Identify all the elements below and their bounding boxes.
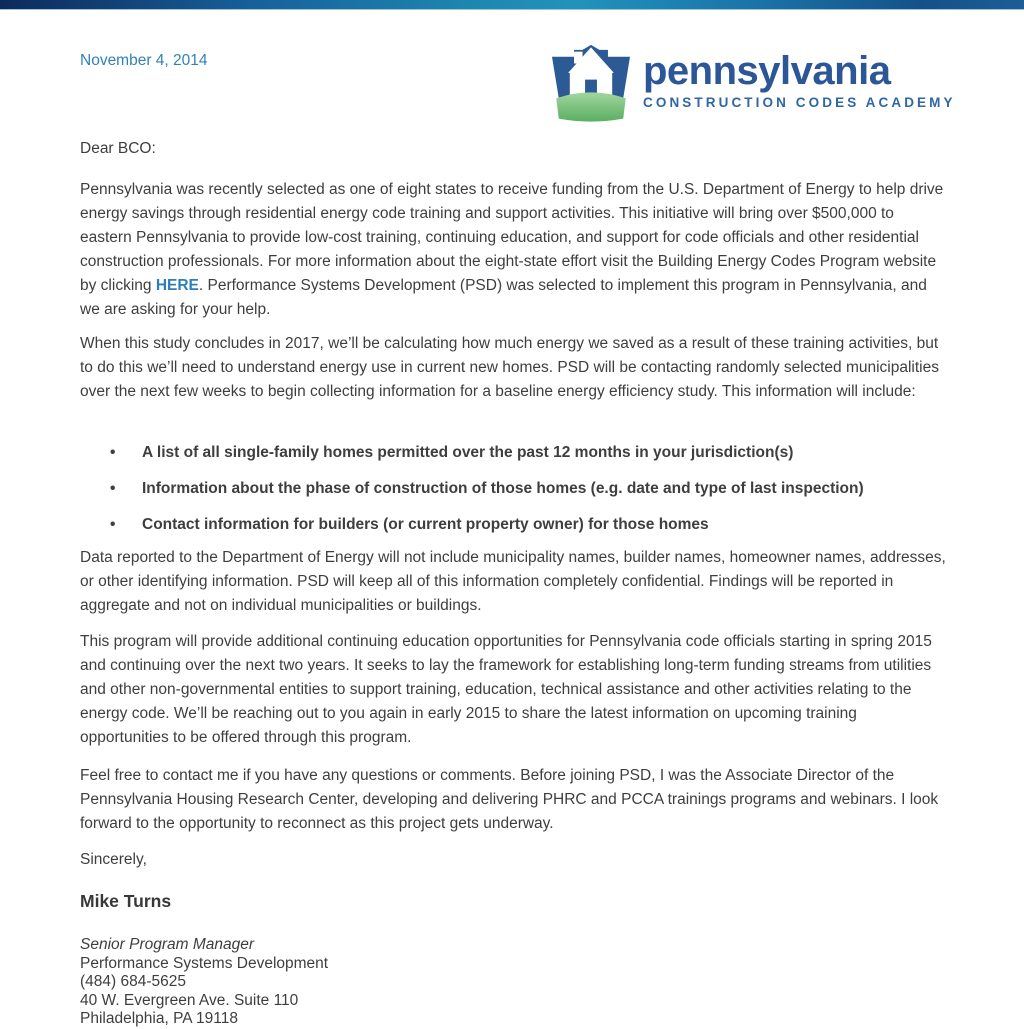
paragraph-funding-tail: . Performance Systems Development (PSD) was selected to implement this program in Pennsylvania, and we are asking for your help. xyxy=(80,277,927,318)
information-bullet-list xyxy=(80,441,946,549)
logo-tagline: CONSTRUCTION CODES ACADEMY xyxy=(643,95,956,110)
paragraph-confidentiality: Data reported to the Department of Energy will not include municipality names, builder names, homeowner names, addresses, or other identifying information. PSD will keep all of this information completely confidential. Findings will be reported in aggregate and not on individual municipalities or buildings. xyxy=(80,549,946,614)
letter-date: November 4, 2014 xyxy=(80,52,208,69)
logo-text xyxy=(643,44,956,110)
signature-title: Senior Program Manager xyxy=(80,936,255,953)
paragraph-program: This program will provide additional continuing education opportunities for Pennsylvania code officials starting in spring 2015 and continuing over the next two years. It seeks to lay the framework for establishing long-term funding streams from utilities and other non-governmental entities to support training, education, technical assistance and other activities relating to the energy code. We’ll be reaching out to you again in early 2015 to share the latest information on upcoming training opportunities to be offered through this program. xyxy=(80,633,932,746)
top-banner xyxy=(0,0,1024,10)
signature-address-line2: Philadelphia, PA 19118 xyxy=(80,1010,238,1028)
keystone-house-icon xyxy=(548,44,634,122)
bullet-contact-info: • Contact information for builders (or current property owner) for those homes xyxy=(80,513,946,537)
paragraph-funding xyxy=(80,178,946,322)
signature-address-line1: 40 W. Evergreen Ave. Suite 110 xyxy=(80,991,299,1009)
paragraph-funding-text: Pennsylvania was recently selected as one of eight states to receive funding from the U.S. Department of Energy to help drive energy savings through residential energy code training and support activities. This initiative will bring over $500,000 to eastern Pennsylvania to provide low-cost training, continuing education, and support for code officials and other residential construction professionals. For more information about the eight-state effort visit the Building Energy Codes Program website by clicking xyxy=(80,181,944,294)
pcca-logo xyxy=(548,44,956,122)
closing: Sincerely, xyxy=(80,851,147,868)
bullet-homes-list: • A list of all single-family homes permitted over the past 12 months in your jurisdiction(s) xyxy=(80,441,946,465)
paragraph-contact: Feel free to contact me if you have any questions or comments. Before joining PSD, I was the Associate Director of the Pennsylvania Housing Research Center, developing and delivering PHRC and PCCA trainings programs and webinars. I look forward to the opportunity to reconnect as this project gets underway. xyxy=(80,767,939,832)
signature-company: Performance Systems Development xyxy=(80,954,329,972)
signature-block xyxy=(80,936,680,1029)
paragraph-study: When this study concludes in 2017, we’ll be calculating how much energy we saved as a result of these training activities, but to do this we’ll need to understand energy use in current new homes. PSD will be contacting randomly selected municipalities over the next few weeks to begin collecting information for a baseline energy efficiency study. This information will include: xyxy=(80,335,939,400)
logo-wordmark: pennsylvania xyxy=(643,49,891,93)
bullet-construction-phase: • Information about the phase of construction of those homes (e.g. date and type of last inspection) xyxy=(80,477,946,501)
here-link[interactable]: HERE xyxy=(155,277,199,294)
signature-name: Mike Turns xyxy=(80,891,172,911)
salutation: Dear BCO: xyxy=(80,140,156,157)
signature-phone: (484) 684-5625 xyxy=(80,973,186,991)
